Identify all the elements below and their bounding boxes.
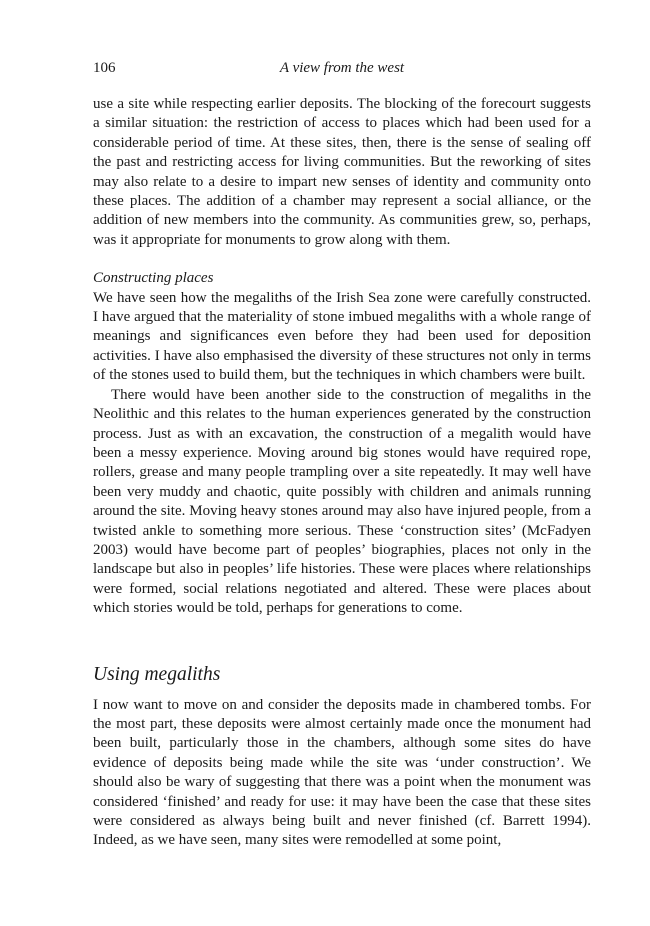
subheading: Constructing places	[93, 270, 214, 287]
section-heading: Using megaliths	[93, 663, 221, 685]
body-paragraph: There would have been another side to the construction of megaliths in the Neolithic and this relates to the human experiences generated by the construction process. Just as with an excavation, the construction of a megalith would have been a messy experience. Moving around big stones would have required rope, rollers, grease and many people trampling over a site repeatedly. It may well have been very muddy and chaotic, quite possibly with children and animals running around the site. Moving heavy stones around may also have injured people, from a twisted ankle to something more serious. These ‘construction sites’ (McFadyen 2003) would have become part of peoples’ biographies, places not only in the landscape but also in peoples’ life histories. These were places where relationships were formed, social relations negotiated and altered. These were places about which stories would be told, perhaps for generations to come.	[93, 386, 591, 617]
body-paragraph: use a site while respecting earlier deposits. The blocking of the forecourt suggests a similar situation: the restriction of access to places which had been used for a considerable period of time. At these sites, then, there is the sense of sealing off the past and restricting access for living communities. But the reworking of sites may also relate to a desire to impart new senses of identity and community onto these places. The addition of a chamber may represent a social alliance, or the addition of new members into the community. As communities grew, so, perhaps, was it appropriate for monuments to grow along with them.	[93, 96, 591, 248]
running-head: A view from the west	[279, 60, 405, 76]
body-paragraph: I now want to move on and consider the deposits made in chambered tombs. For the most part, these deposits were almost certainly made once the monument had been built, particularly those in the chambers, although some sites do have evidence of deposits being made while the site was ‘under construction’. We should also be wary of suggesting that there was a point when the monument was considered ‘finished’ and ready for use: it may have been the case that these sites were considered as always being built and never finished (cf. Barrett 1994). Indeed, as we have seen, many sites were remodelled at some point,	[93, 696, 591, 849]
page-number: 106	[93, 60, 116, 76]
book-page	[93, 56, 591, 851]
body-paragraph: We have seen how the megaliths of the Irish Sea zone were carefully constructed. I have argued that the materiality of stone imbued megaliths with a whole range of meanings and significances even before they had been used for deposition activities. I have also emphasised the diversity of these structures not only in terms of the stones used to build them, but the techniques in which chambers were built.	[93, 289, 591, 384]
page-header	[93, 56, 591, 86]
